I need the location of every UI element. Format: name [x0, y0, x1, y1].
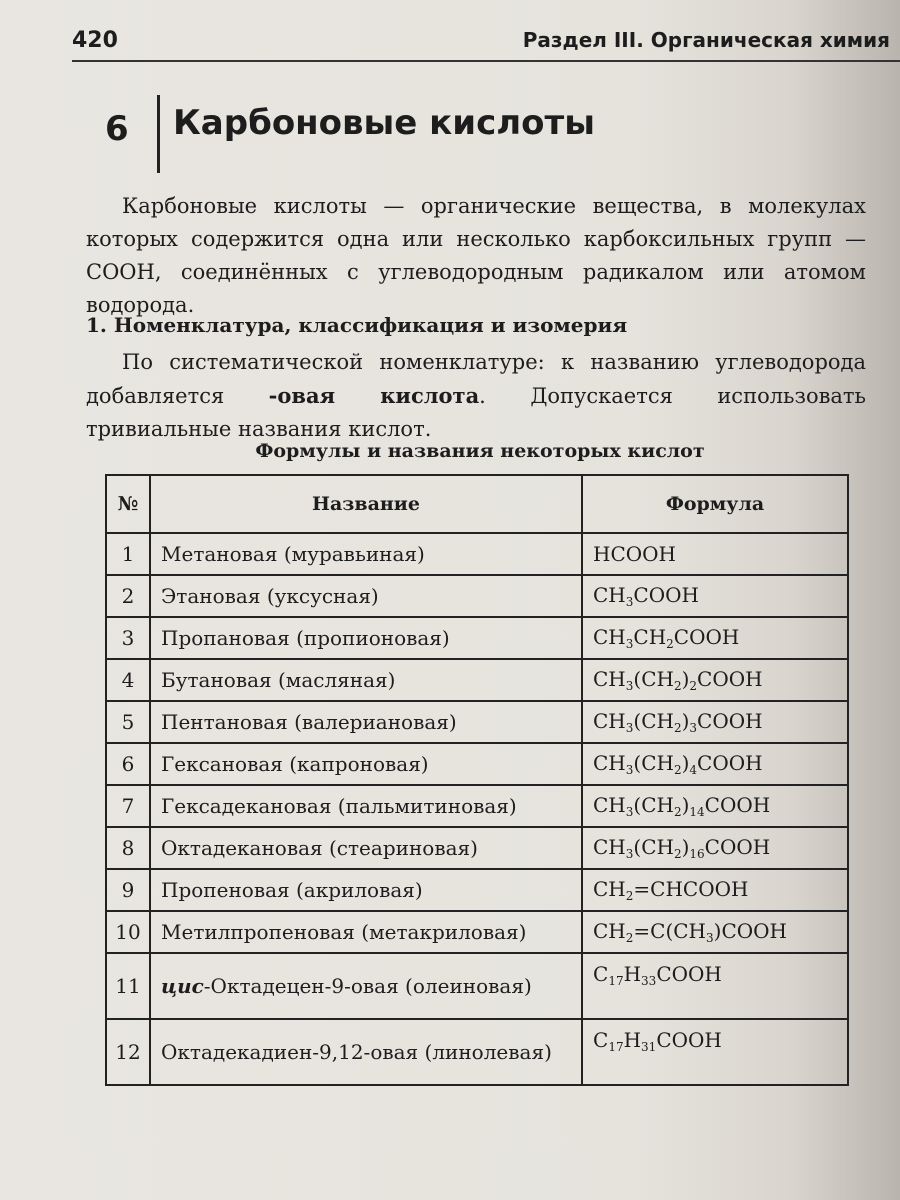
- acid-name: Этановая (уксусная): [150, 575, 582, 617]
- acid-name: Метилпропеновая (метакриловая): [150, 911, 582, 953]
- acid-name: Пропеновая (акриловая): [150, 869, 582, 911]
- chapter-number: 6: [105, 109, 129, 149]
- table-row: [106, 953, 848, 1019]
- acid-formula: $C_{17}H_{33}COOH$: [582, 953, 848, 1019]
- acid-formula: HCOOH: [582, 533, 848, 575]
- row-number: 3: [106, 617, 150, 659]
- row-number: 8: [106, 827, 150, 869]
- acids-table: [105, 474, 849, 1086]
- table-row: [106, 701, 848, 743]
- table-caption: Формулы и названия некоторых кислот: [255, 440, 705, 462]
- page-number: 420: [72, 28, 118, 53]
- header-name: Название: [150, 475, 582, 533]
- acid-formula: $C_{17}H_{31}COOH$: [582, 1019, 848, 1085]
- intro-paragraph: Карбоновые кислоты — органические вещества, в молекулах которых содержится одна или несколько карбоксильных групп —COOH, соединённых с углеводородным радикалом или атомом водорода.: [86, 194, 866, 317]
- acid-name-prefix: цис: [161, 974, 204, 998]
- table-row: [106, 659, 848, 701]
- page-header: [72, 18, 900, 62]
- row-number: 4: [106, 659, 150, 701]
- acid-name: Пентановая (валериановая): [150, 701, 582, 743]
- nomenclature-text-before: По систематической номенклатуре: к названию углеводорода добавляется: [86, 350, 866, 408]
- table-row: [106, 1019, 848, 1085]
- row-number: 11: [106, 953, 150, 1019]
- header-number: №: [106, 475, 150, 533]
- table-row: [106, 785, 848, 827]
- row-number: 1: [106, 533, 150, 575]
- acid-name: Пропановая (пропионовая): [150, 617, 582, 659]
- row-number: 2: [106, 575, 150, 617]
- acid-name: Октадекановая (стеариновая): [150, 827, 582, 869]
- row-number: 5: [106, 701, 150, 743]
- table-row: [106, 911, 848, 953]
- row-number: 6: [106, 743, 150, 785]
- acid-name: Гексановая (капроновая): [150, 743, 582, 785]
- acid-formula: $CH_2=CHCOOH$: [582, 869, 848, 911]
- row-number: 10: [106, 911, 150, 953]
- acid-formula: $CH_3(CH_2)_2COOH$: [582, 659, 848, 701]
- acid-formula: $CH_3(CH_2)_{16}COOH$: [582, 827, 848, 869]
- acid-formula: $CH_2=C(CH_3)COOH$: [582, 911, 848, 953]
- row-number: 12: [106, 1019, 150, 1085]
- acid-formula: $CH_3(CH_2)_3COOH$: [582, 701, 848, 743]
- table-row: [106, 743, 848, 785]
- header-rule: [72, 60, 900, 62]
- acid-name: Бутановая (масляная): [150, 659, 582, 701]
- acid-name: [150, 953, 582, 1019]
- table-header-row: [106, 475, 848, 533]
- nomenclature-suffix: -овая кислота: [268, 383, 480, 408]
- nomenclature-text-after: . Допускается использовать тривиальные названия кислот.: [86, 384, 866, 441]
- section-heading: 1. Номенклатура, классификация и изомерия: [86, 313, 628, 337]
- table-row: [106, 869, 848, 911]
- acid-name: Гексадекановая (пальмитиновая): [150, 785, 582, 827]
- row-number: 9: [106, 869, 150, 911]
- nomenclature-paragraph: [86, 346, 866, 446]
- acid-formula: $CH_3CH_2COOH$: [582, 617, 848, 659]
- chapter-heading: [105, 95, 865, 175]
- acid-formula: $CH_3(CH_2)_{14}COOH$: [582, 785, 848, 827]
- chapter-title: Карбоновые кислоты: [173, 103, 595, 143]
- row-number: 7: [106, 785, 150, 827]
- table-row: [106, 533, 848, 575]
- chapter-divider: [157, 95, 160, 173]
- header-formula: Формула: [582, 475, 848, 533]
- table-row: [106, 575, 848, 617]
- table-body: [106, 533, 848, 1085]
- acid-formula: $CH_3(CH_2)_4COOH$: [582, 743, 848, 785]
- acid-name-text: -Октадецен-9-овая (олеиновая): [203, 974, 532, 998]
- acid-formula: $CH_3COOH$: [582, 575, 848, 617]
- table-row: [106, 827, 848, 869]
- acid-name: Октадекадиен-9,12-овая (линолевая): [150, 1019, 582, 1085]
- table-row: [106, 617, 848, 659]
- acid-name: Метановая (муравьиная): [150, 533, 582, 575]
- running-head: Раздел III. Органическая химия: [522, 28, 890, 52]
